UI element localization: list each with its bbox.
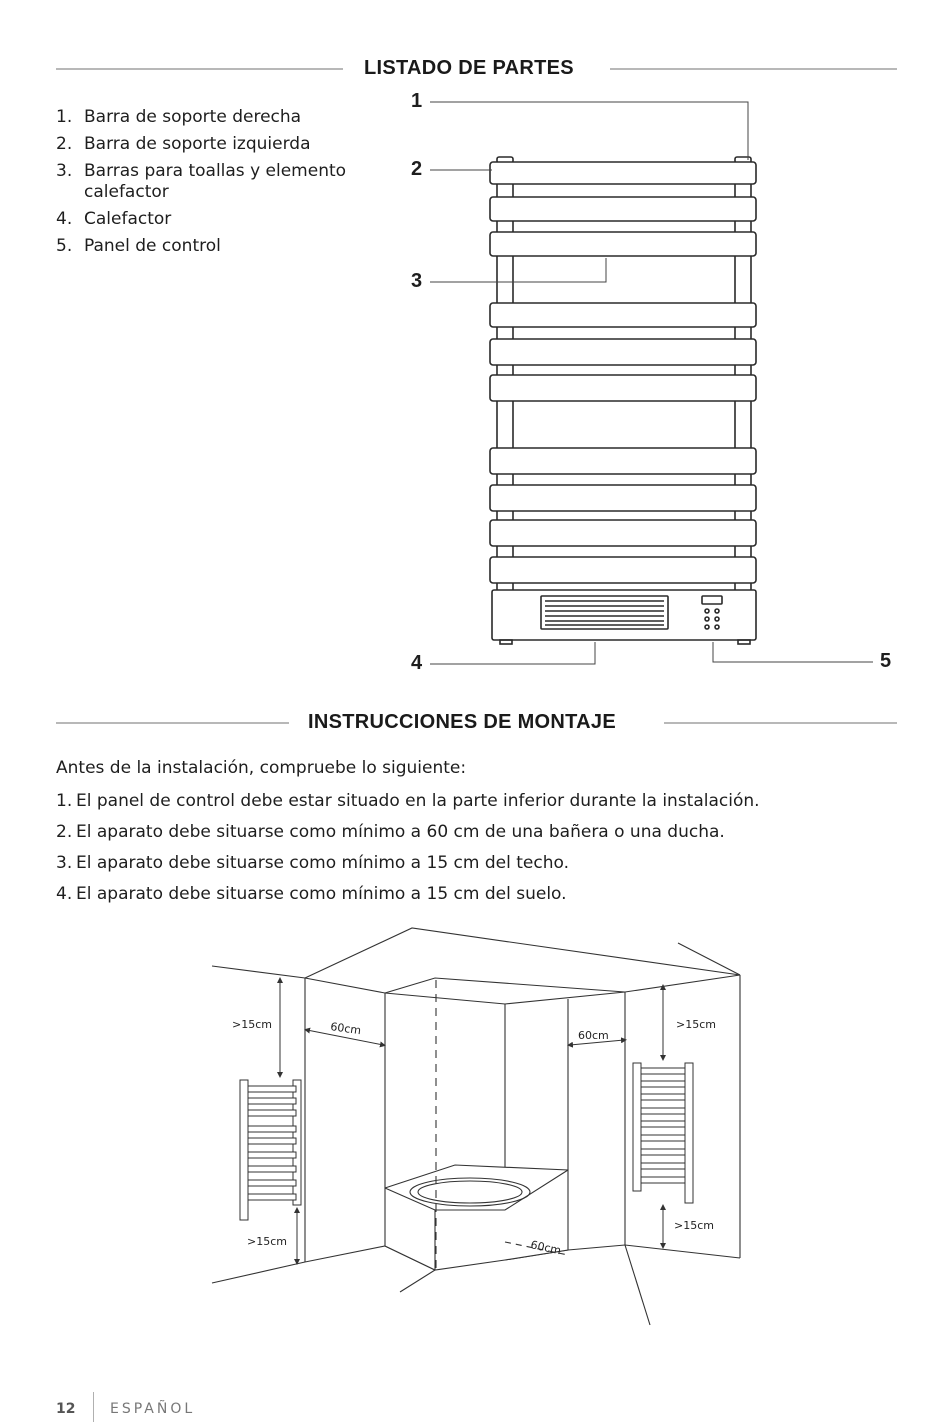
assembly-steps — [56, 788, 760, 912]
assembly-step: 3. El aparato debe situarse como mínimo a 15 cm del techo. — [56, 853, 569, 873]
parts-list-item: 4. Calefactor — [56, 209, 172, 229]
assembly-step: 2. El aparato debe situarse como mínimo a 60 cm de una bañera o una ducha. — [56, 822, 725, 842]
label-left-top: >15cm — [232, 1018, 272, 1031]
bathroom-clearance-diagram — [200, 920, 760, 1330]
assembly-step: 4. El aparato debe situarse como mínimo a 15 cm del suelo. — [56, 884, 567, 904]
label-right-bottom: >15cm — [674, 1219, 714, 1232]
label-floor-gap: 60cm — [529, 1238, 563, 1258]
assembly-step: 1. El panel de control debe estar situado en la parte inferior durante la instalación. — [56, 791, 760, 811]
parts-list-item: 3. Barras para toallas y elemento calefactor — [56, 161, 347, 202]
parts-section-title: LISTADO DE PARTES — [364, 57, 574, 79]
callout-1: 1 — [411, 90, 423, 112]
label-right-top: >15cm — [676, 1018, 716, 1031]
parts-list-item: 2. Barra de soporte izquierda — [56, 134, 311, 154]
footer-language: ESPAÑOL — [110, 1401, 196, 1417]
label-left-bottom: >15cm — [247, 1235, 287, 1248]
parts-title-rule-left — [56, 68, 343, 70]
assembly-title-rule-left — [56, 722, 289, 724]
assembly-intro: Antes de la instalación, compruebe lo siguiente: — [56, 758, 467, 778]
callout-4: 4 — [411, 652, 423, 674]
callout-3: 3 — [411, 270, 423, 292]
parts-list-item: 5. Panel de control — [56, 236, 221, 256]
page-number: 12 — [56, 1401, 76, 1417]
label-left-gap: 60cm — [329, 1020, 362, 1038]
callout-5: 5 — [880, 650, 892, 672]
towel-rail-illustration — [400, 90, 900, 680]
callout-2: 2 — [411, 158, 423, 180]
parts-list — [56, 104, 386, 260]
parts-title-rule-right — [610, 68, 897, 70]
label-right-gap: 60cm — [578, 1029, 609, 1042]
footer-separator — [93, 1392, 94, 1422]
assembly-title-rule-right — [664, 722, 897, 724]
assembly-section-title: INSTRUCCIONES DE MONTAJE — [308, 711, 616, 733]
parts-list-item: 1. Barra de soporte derecha — [56, 107, 302, 127]
